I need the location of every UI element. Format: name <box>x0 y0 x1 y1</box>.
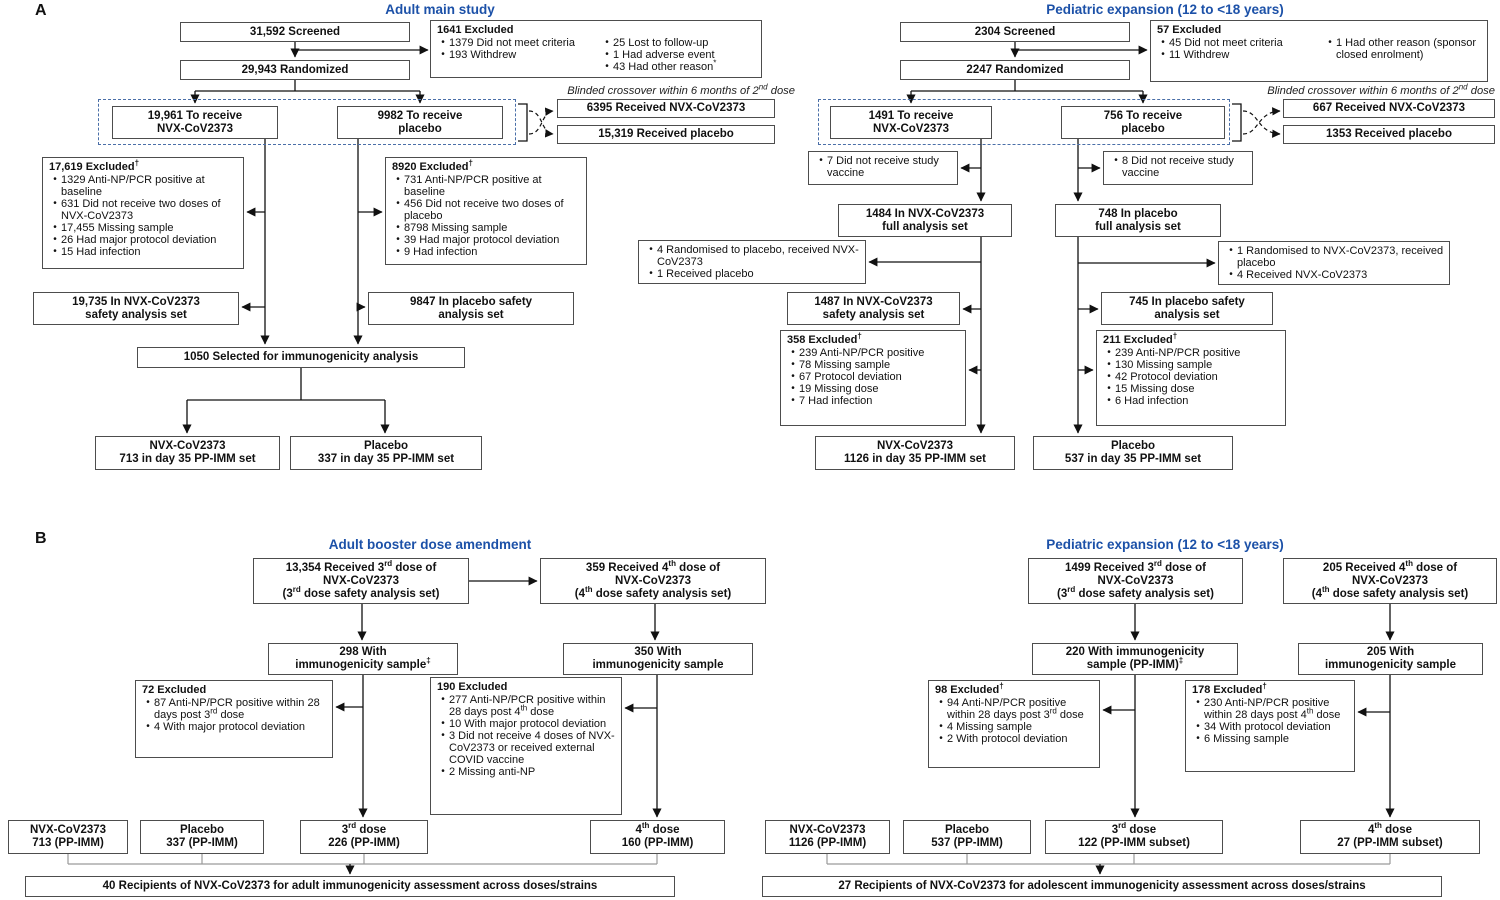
bullet-item <box>392 222 582 234</box>
text-line: 205 Received 4th dose of <box>1322 558 1458 574</box>
bullet-dot: • <box>605 61 609 72</box>
p-full-analysis-placebo-box <box>1055 204 1221 237</box>
p-not-received-nvx-box <box>808 151 958 185</box>
text-line: 160 (PP-IMM) <box>621 837 694 849</box>
bp-excluded3-box <box>928 680 1100 768</box>
bullet-text: 4 With major protocol deviation <box>154 721 306 733</box>
bullet-dot: • <box>1229 245 1233 256</box>
text-line: NVX-CoV2373 <box>29 824 107 836</box>
p-cross-assign-placebo-items <box>1225 245 1445 281</box>
a-excluded-nvx-items <box>49 174 239 258</box>
bullet-text: 78 Missing sample <box>799 359 891 371</box>
bullet-item <box>1110 155 1248 179</box>
bullet-dot: • <box>396 198 400 209</box>
text-line: 337 in day 35 PP-IMM set <box>317 453 455 465</box>
bullet-dot: • <box>396 174 400 185</box>
a-selected-immunogenicity-box: 1050 Selected for immunogenicity analysis <box>137 347 465 368</box>
bullet-item <box>1192 697 1350 721</box>
p-excluded-nvx-box <box>780 330 966 426</box>
bullet-text: 239 Anti-NP/PCR positive <box>1115 347 1241 359</box>
bullet-text: 7 Had infection <box>799 395 873 407</box>
text-line: safety analysis set <box>85 308 187 321</box>
text-line: 537 (PP-IMM) <box>931 837 1003 849</box>
bullet-text: 19 Missing dose <box>799 383 879 395</box>
ba-dose3-box <box>253 558 469 604</box>
bullet-text: 239 Anti-NP/PCR positive <box>799 347 925 359</box>
bullet-dot: • <box>146 721 150 732</box>
a-crossover-note: Blinded crossover within 6 months of 2nd dose <box>567 82 795 97</box>
text-line: 1499 Received 3rd dose of <box>1065 558 1206 574</box>
pediatric-expansion-title: Pediatric expansion (12 to <18 years) <box>1046 2 1284 17</box>
text-line: placebo <box>1121 122 1165 135</box>
bullet-dot: • <box>1107 383 1111 394</box>
ba-excluded3-title: 72 Excluded <box>142 684 207 696</box>
bullet-text: 193 Withdrew <box>449 49 517 61</box>
a-safety-placebo-box <box>368 292 574 325</box>
bullet-item <box>935 733 1095 745</box>
bp-excluded4-items <box>1192 697 1350 745</box>
bullet-item <box>437 730 617 766</box>
text-line: 350 With <box>634 646 682 658</box>
bullet-item <box>49 246 239 258</box>
p-cross-assign-nvx-box <box>638 240 866 284</box>
text-line: 713 (PP-IMM) <box>32 837 104 849</box>
bp-excluded3-title: 98 Excluded† <box>935 681 1004 696</box>
bullet-item <box>601 49 757 61</box>
bp-excluded3-items <box>935 697 1095 745</box>
p-crossover-received-placebo-box: 1353 Received placebo <box>1283 125 1495 144</box>
bullet-item <box>601 37 757 49</box>
text-line: 537 in day 35 PP-IMM set <box>1064 453 1202 465</box>
text-line: 1491 To receive <box>868 109 954 122</box>
bullet-dot: • <box>791 371 795 382</box>
bullet-item <box>787 395 961 407</box>
bullet-item <box>142 697 328 721</box>
bullet-item <box>1225 245 1445 269</box>
bullet-item <box>787 359 961 371</box>
bullet-dot: • <box>791 395 795 406</box>
a-screen-excluded-col2 <box>601 37 757 73</box>
a-safety-nvx-box <box>33 292 239 325</box>
text-line: 713 in day 35 PP-IMM set <box>119 453 256 465</box>
p-screen-excluded-box <box>1150 20 1488 82</box>
bullet-dot: • <box>441 730 445 741</box>
text-line: 298 With <box>339 646 387 658</box>
text-line: (3rd dose safety analysis set) <box>1057 584 1214 600</box>
bullet-text: 230 Anti-NP/PCR positive within 28 days post 4th dose <box>1204 697 1341 721</box>
bullet-dot: • <box>1107 359 1111 370</box>
ba-excluded3-box <box>135 680 333 758</box>
a-day35-placebo-box <box>290 436 482 470</box>
bullet-text: 4 Received NVX-CoV2373 <box>1237 269 1368 281</box>
bullet-item <box>437 37 593 49</box>
bullet-text: 45 Did not meet criteria <box>1169 37 1283 49</box>
text-line: placebo <box>398 122 442 135</box>
bullet-text: 1 Randomised to NVX-CoV2373, received placebo <box>1237 245 1444 269</box>
a-crossover-received-placebo-box: 15,319 Received placebo <box>557 125 775 144</box>
ba-excluded3-items <box>142 697 328 733</box>
text-line: 756 To receive <box>1103 109 1183 122</box>
text-line: 745 In placebo safety <box>1129 295 1245 308</box>
text-line: analysis set <box>438 308 504 321</box>
bullet-dot: • <box>1328 37 1332 48</box>
ba-with-sample3-box <box>268 643 458 675</box>
bullet-text: 10 With major protocol deviation <box>449 718 607 730</box>
bullet-text: 67 Protocol deviation <box>799 371 902 383</box>
bullet-text: 1379 Did not meet criteria <box>449 37 575 49</box>
text-line: 13,354 Received 3rd dose of <box>285 558 437 574</box>
bullet-text: 8 Did not receive study vaccine <box>1122 155 1234 179</box>
text-line: Placebo <box>1110 440 1156 452</box>
bullet-dot: • <box>1161 37 1165 48</box>
a-excluded-placebo-title: 8920 Excluded† <box>392 158 473 173</box>
p-arm-placebo-box <box>1061 106 1225 139</box>
text-line: 205 With <box>1366 646 1415 658</box>
p-screen-excluded-columns <box>1157 37 1483 61</box>
bullet-item <box>49 222 239 234</box>
bullet-item <box>142 721 328 733</box>
p-excluded-placebo-box <box>1096 330 1286 426</box>
ba-excluded4-box <box>430 677 622 815</box>
p-day35-placebo-box <box>1033 436 1233 470</box>
p-not-received-placebo-box <box>1103 151 1253 185</box>
bullet-dot: • <box>1107 347 1111 358</box>
bullet-item <box>392 198 582 222</box>
bullet-dot: • <box>649 244 653 255</box>
ba-result-placebo-box <box>140 820 264 854</box>
p-arm-nvx-box <box>830 106 992 139</box>
bullet-item <box>815 155 953 179</box>
panel-b-label: B <box>35 530 47 547</box>
bullet-item <box>645 244 861 268</box>
a-day35-nvx-box <box>95 436 280 470</box>
bullet-text: 15 Had infection <box>61 246 141 258</box>
a-excluded-placebo-items <box>392 174 582 258</box>
ba-excluded4-title: 190 Excluded <box>437 681 508 693</box>
ba-result-dose3-box <box>300 820 428 854</box>
text-line: NVX-CoV2373 <box>149 440 226 452</box>
bp-result-nvx-box <box>765 820 890 854</box>
bullet-item <box>437 718 617 730</box>
a-screen-excluded-box <box>430 20 762 78</box>
text-line: immunogenicity sample <box>592 659 724 671</box>
text-line: (3rd dose safety analysis set) <box>282 584 440 600</box>
bp-result-dose4-box <box>1300 820 1480 854</box>
bullet-dot: • <box>1196 697 1200 708</box>
text-line: 4th dose <box>635 821 680 836</box>
bullet-text: 94 Anti-NP/PCR positive within 28 days post 3rd dose <box>947 697 1084 721</box>
bullet-dot: • <box>441 37 445 48</box>
bullet-dot: • <box>146 697 150 708</box>
bullet-text: 6 Missing sample <box>1204 733 1289 745</box>
text-line: 19,961 To receive <box>147 109 243 122</box>
text-line: 359 Received 4th dose of <box>585 558 721 574</box>
text-line: 9847 In placebo safety <box>409 295 533 308</box>
a-screened-box: 31,592 Screened <box>180 22 410 42</box>
p-excluded-nvx-title: 358 Excluded† <box>787 331 862 346</box>
adult-booster-title: Adult booster dose amendment <box>328 537 532 552</box>
bullet-text: 87 Anti-NP/PCR positive within 28 days post 3rd dose <box>154 697 320 721</box>
bullet-dot: • <box>441 49 445 60</box>
ba-result-nvx-box <box>8 820 128 854</box>
bullet-text: 6 Had infection <box>1115 395 1189 407</box>
bp-excluded4-title: 178 Excluded† <box>1192 681 1267 696</box>
bullet-dot: • <box>1229 269 1233 280</box>
text-line: 220 With immunogenicity <box>1065 646 1205 658</box>
text-line: immunogenicity sample‡ <box>295 656 431 671</box>
bullet-text: 277 Anti-NP/PCR positive within 28 days post 4th dose <box>449 694 606 718</box>
text-line: NVX-CoV2373 <box>322 574 400 587</box>
p-safety-placebo-box <box>1101 292 1273 325</box>
bullet-dot: • <box>53 222 57 233</box>
a-screen-excluded-columns <box>437 37 757 73</box>
bullet-item <box>1225 269 1445 281</box>
bullet-item <box>787 371 961 383</box>
p-full-analysis-nvx-box <box>838 204 1012 237</box>
pediatric-booster-title: Pediatric expansion (12 to <18 years) <box>1046 537 1284 552</box>
bullet-item <box>1103 359 1281 371</box>
text-line: 226 (PP-IMM) <box>328 837 400 849</box>
text-line: 3rd dose <box>1111 821 1157 836</box>
bullet-dot: • <box>649 268 653 279</box>
bullet-text: 731 Anti-NP/PCR positive at baseline <box>404 174 542 198</box>
bullet-item <box>437 694 617 718</box>
a-excluded-placebo-box <box>385 157 587 265</box>
text-line: 3rd dose <box>341 821 387 836</box>
text-line: analysis set <box>1154 308 1220 321</box>
bullet-text: 3 Did not receive 4 doses of NVX-CoV2373 or received external COVID vaccine <box>449 730 615 766</box>
bullet-dot: • <box>605 49 609 60</box>
p-excluded-placebo-title: 211 Excluded† <box>1103 331 1178 346</box>
ba-result-dose4-box <box>590 820 725 854</box>
a-excluded-nvx-title: 17,619 Excluded† <box>49 158 140 173</box>
bullet-dot: • <box>396 246 400 257</box>
bullet-text: 456 Did not receive two doses of placebo <box>404 198 564 222</box>
bullet-dot: • <box>819 155 823 166</box>
ba-footer-box: 40 Recipients of NVX-CoV2373 for adult immunogenicity assessment across doses/strains <box>25 876 675 897</box>
bullet-dot: • <box>441 718 445 729</box>
text-line: NVX-CoV2373 <box>614 574 692 587</box>
text-line: (4th dose safety analysis set) <box>1311 584 1469 600</box>
text-line: NVX-CoV2373 <box>1351 574 1429 587</box>
text-line: NVX-CoV2373 <box>789 824 866 836</box>
bullet-item <box>1324 37 1483 61</box>
text-line: 1126 (PP-IMM) <box>788 837 867 849</box>
bullet-item <box>935 697 1095 721</box>
bullet-text: 2 Missing anti-NP <box>449 766 536 778</box>
p-screened-box: 2304 Screened <box>900 22 1130 42</box>
p-cross-assign-nvx-items <box>645 244 861 280</box>
bullet-text: 25 Lost to follow-up <box>613 37 709 49</box>
bullet-item <box>1157 37 1316 49</box>
bullet-dot: • <box>396 222 400 233</box>
bullet-dot: • <box>791 347 795 358</box>
bullet-text: 17,455 Missing sample <box>61 222 174 234</box>
text-line: 1484 In NVX-CoV2373 <box>865 207 985 220</box>
bullet-dot: • <box>605 37 609 48</box>
bullet-dot: • <box>939 721 943 732</box>
bullet-item <box>645 268 861 280</box>
p-excluded-placebo-items <box>1103 347 1281 407</box>
bullet-dot: • <box>1107 395 1111 406</box>
text-line: 122 (PP-IMM subset) <box>1078 837 1190 849</box>
a-excluded-nvx-box <box>42 157 244 269</box>
bullet-text: 42 Protocol deviation <box>1115 371 1218 383</box>
bullet-item <box>1103 371 1281 383</box>
bullet-text: 43 Had other reason* <box>613 58 717 73</box>
p-not-received-nvx-items <box>815 155 953 179</box>
text-line: 27 (PP-IMM subset) <box>1337 837 1443 849</box>
bp-dose3-box <box>1028 558 1243 604</box>
bullet-dot: • <box>53 198 57 209</box>
p-screen-excluded-title: 57 Excluded <box>1157 24 1222 36</box>
bp-excluded4-box <box>1185 680 1355 772</box>
bullet-text: 9 Had infection <box>404 246 478 258</box>
bullet-dot: • <box>53 234 57 245</box>
bullet-text: 8798 Missing sample <box>404 222 508 234</box>
bullet-item <box>1103 347 1281 359</box>
bullet-item <box>1192 721 1350 733</box>
text-line: immunogenicity sample <box>1324 659 1456 671</box>
ba-dose4-box <box>540 558 766 604</box>
text-line: NVX-CoV2373 <box>1097 574 1174 587</box>
bp-result-placebo-box <box>903 820 1031 854</box>
bullet-item <box>1192 733 1350 745</box>
panel-a-label: A <box>35 2 47 19</box>
bp-result-dose3-box <box>1045 820 1223 854</box>
text-line: Placebo <box>179 824 225 836</box>
a-screen-excluded-title: 1641 Excluded <box>437 24 514 36</box>
text-line: 1487 In NVX-CoV2373 <box>814 295 933 308</box>
bullet-dot: • <box>53 246 57 257</box>
bullet-dot: • <box>396 234 400 245</box>
bullet-text: 1 Had other reason (sponsor closed enrolment) <box>1336 37 1477 61</box>
bullet-text: 4 Randomised to placebo, received NVX-CoV2373 <box>657 244 859 268</box>
bullet-item <box>392 246 582 258</box>
bullet-item <box>787 347 961 359</box>
bullet-dot: • <box>1161 49 1165 60</box>
text-line: 9982 To receive <box>377 109 463 122</box>
bullet-dot: • <box>939 697 943 708</box>
bullet-text: 4 Missing sample <box>947 721 1032 733</box>
text-line: 4th dose <box>1367 821 1412 836</box>
a-arm-nvx-box <box>112 106 278 139</box>
bullet-dot: • <box>1196 733 1200 744</box>
text-line: NVX-CoV2373 <box>156 122 234 135</box>
text-line: NVX-CoV2373 <box>872 122 950 135</box>
text-line: (4th dose safety analysis set) <box>574 584 732 600</box>
ba-excluded4-items <box>437 694 617 778</box>
text-line: Placebo <box>363 440 409 452</box>
bullet-item <box>49 174 239 198</box>
bullet-item <box>601 58 757 73</box>
text-line: full analysis set <box>1095 220 1181 233</box>
p-safety-nvx-box <box>787 292 960 325</box>
bullet-dot: • <box>939 733 943 744</box>
bullet-text: 26 Had major protocol deviation <box>61 234 217 246</box>
text-line: 1126 in day 35 PP-IMM set <box>844 453 986 465</box>
bullet-text: 130 Missing sample <box>1115 359 1213 371</box>
bullet-text: 631 Did not receive two doses of NVX-CoV2373 <box>61 198 221 222</box>
bullet-text: 2 With protocol deviation <box>947 733 1068 745</box>
adult-main-study-title: Adult main study <box>385 2 495 17</box>
text-line: 748 In placebo <box>1098 207 1178 220</box>
bullet-item <box>787 383 961 395</box>
bullet-dot: • <box>1114 155 1118 166</box>
p-excluded-nvx-items <box>787 347 961 407</box>
bp-with-sample4-box <box>1298 643 1483 675</box>
bullet-text: 39 Had major protocol deviation <box>404 234 560 246</box>
bullet-dot: • <box>791 359 795 370</box>
p-screen-excluded-col1 <box>1157 37 1316 61</box>
bullet-item <box>392 234 582 246</box>
bullet-text: 1329 Anti-NP/PCR positive at baseline <box>61 174 205 198</box>
p-day35-nvx-box <box>815 436 1015 470</box>
a-screen-excluded-col1 <box>437 37 593 73</box>
bullet-text: 1 Had adverse event <box>613 49 715 61</box>
p-cross-assign-placebo-box <box>1218 241 1450 285</box>
p-crossover-note: Blinded crossover within 6 months of 2nd dose <box>1267 82 1495 97</box>
text-line: sample (PP-IMM)‡ <box>1086 656 1184 671</box>
bullet-text: 1 Received placebo <box>657 268 754 280</box>
text-line: 19,735 In NVX-CoV2373 <box>72 295 200 308</box>
text-line: safety analysis set <box>822 308 925 321</box>
bullet-item <box>392 174 582 198</box>
p-randomized-box: 2247 Randomized <box>900 60 1130 80</box>
bullet-item <box>1103 395 1281 407</box>
bullet-dot: • <box>441 766 445 777</box>
bullet-item <box>1157 49 1316 61</box>
p-crossover-received-nvx-box: 667 Received NVX-CoV2373 <box>1283 99 1495 118</box>
bullet-item <box>49 234 239 246</box>
bullet-text: 11 Withdrew <box>1169 49 1230 61</box>
bullet-dot: • <box>1196 721 1200 732</box>
bullet-item <box>437 49 593 61</box>
bp-with-sample3-box <box>1032 643 1238 675</box>
bullet-dot: • <box>441 694 445 705</box>
bullet-dot: • <box>791 383 795 394</box>
bullet-dot: • <box>1107 371 1111 382</box>
text-line: Placebo <box>944 824 990 836</box>
bullet-text: 34 With protocol deviation <box>1204 721 1331 733</box>
p-not-received-placebo-items <box>1110 155 1248 179</box>
bullet-item <box>935 721 1095 733</box>
p-screen-excluded-col2 <box>1324 37 1483 61</box>
bp-footer-box: 27 Recipients of NVX-CoV2373 for adolescent immunogenicity assessment across doses/strains <box>762 876 1442 897</box>
text-line: NVX-CoV2373 <box>876 440 954 452</box>
bullet-item <box>1103 383 1281 395</box>
bullet-dot: • <box>53 174 57 185</box>
a-arm-placebo-box <box>337 106 503 139</box>
ba-with-sample4-box <box>563 643 753 675</box>
bullet-item <box>49 198 239 222</box>
bullet-text: 7 Did not receive study vaccine <box>827 155 939 179</box>
bp-dose4-box <box>1283 558 1497 604</box>
text-line: full analysis set <box>882 220 968 233</box>
bullet-item <box>437 766 617 778</box>
text-line: 337 (PP-IMM) <box>166 837 238 849</box>
a-crossover-received-nvx-box: 6395 Received NVX-CoV2373 <box>557 99 775 118</box>
bullet-text: 15 Missing dose <box>1115 383 1195 395</box>
a-randomized-box: 29,943 Randomized <box>180 60 410 80</box>
